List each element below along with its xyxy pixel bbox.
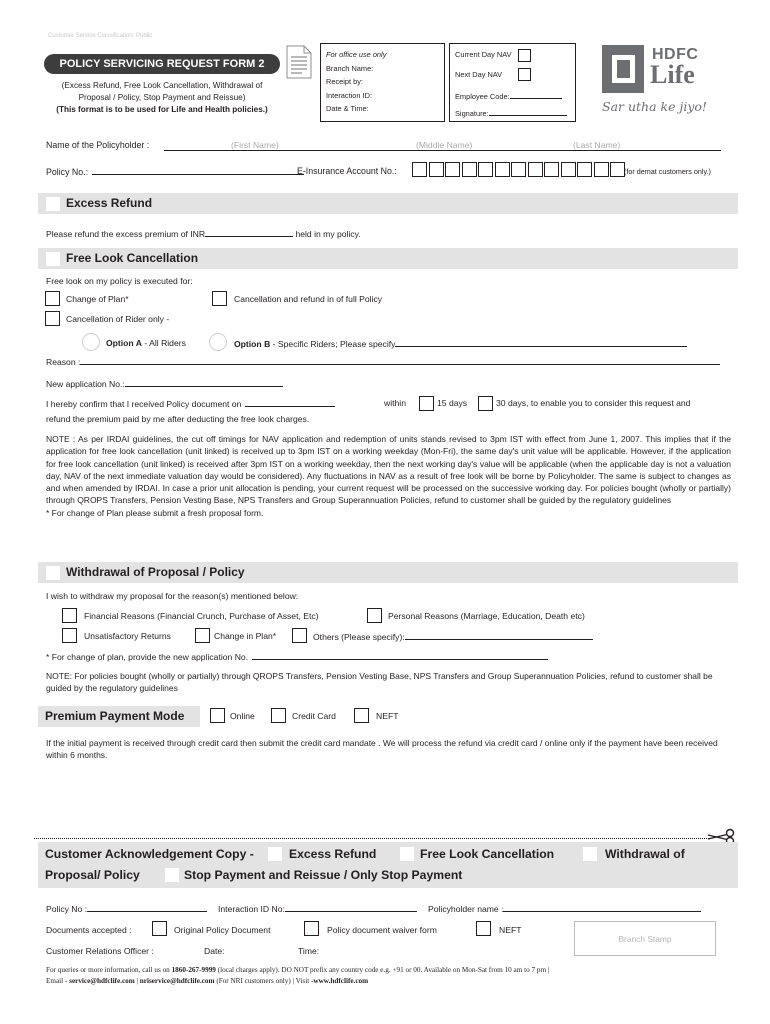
premium-payment-text: If the initial payment is received through credit card then submit the credit card mandate . We will process the refund via credit card / online only if the payment have been received within 6 months. xyxy=(46,738,718,761)
original-policy-checkbox[interactable] xyxy=(152,921,167,936)
hdfc-logo-mark-icon xyxy=(602,45,644,93)
ack-neft-checkbox[interactable] xyxy=(476,921,491,936)
office-use-box xyxy=(320,43,445,122)
policyholder-name-label: Name of the Policyholder : xyxy=(46,140,150,150)
change-plan-note: * For change of plan, provide the new application No. xyxy=(46,652,249,662)
footer-nri-email-link[interactable]: nriservice@hdfclife.com xyxy=(139,976,215,985)
signature-field[interactable] xyxy=(489,107,567,116)
confirm-text-2: refund the premium paid by me after deducting the free look charges. xyxy=(46,414,310,424)
withdrawal-note: NOTE: For policies bought (wholly or partially) through QROPS Transfers, Pension Vesting Base, NPS Transfers and Group Superannuation Policies, refund to customer shall be guided by the regulatory guidelines xyxy=(46,671,713,694)
change-in-plan-checkbox[interactable] xyxy=(195,628,210,643)
others-checkbox[interactable] xyxy=(292,628,307,643)
form-subtitle xyxy=(40,80,284,116)
einsurance-digit-box[interactable] xyxy=(561,162,576,177)
logo-tagline: Sar utha ke jiyo! xyxy=(602,99,707,114)
new-application-label: New application No.: xyxy=(46,379,125,389)
footer-website-link[interactable]: www.hdfclife.com xyxy=(313,976,369,985)
change-in-plan-label: Change in Plan* xyxy=(214,631,277,641)
first-name-hint: (First Name) xyxy=(228,140,282,150)
ack-policyholder-name-field[interactable] xyxy=(503,903,701,912)
specific-riders-field[interactable] xyxy=(395,338,687,347)
original-policy-label: Original Policy Document xyxy=(174,925,271,935)
ack-withdrawal-label: Withdrawal of xyxy=(605,847,685,861)
einsurance-digit-box[interactable] xyxy=(528,162,543,177)
15-days-label: 15 days xyxy=(437,398,468,408)
ack-time-label: Time: xyxy=(298,946,320,956)
premium-payment-band xyxy=(38,706,200,727)
option-a-text: - All Riders xyxy=(141,338,186,348)
einsurance-digit-box[interactable] xyxy=(610,162,625,177)
free-look-band xyxy=(38,248,738,269)
document-icon xyxy=(286,45,312,79)
footer-queries-text-2: (local charges apply). DO NOT prefix any country code e.g. +91 or 00. Available on Mon-Sat from 10 am to 7 pm | xyxy=(217,966,550,974)
footer xyxy=(46,965,736,986)
ack-proposal-policy-label: Proposal/ Policy xyxy=(45,868,140,882)
demat-note: (for demat customers only.) xyxy=(624,167,711,176)
personal-reasons-checkbox[interactable] xyxy=(367,608,382,623)
excess-refund-text-before: Please refund the excess premium of INR xyxy=(46,229,206,239)
unsatisfactory-returns-checkbox[interactable] xyxy=(62,628,77,643)
option-a-label: Option A xyxy=(106,338,142,348)
form-title: POLICY SERVICING REQUEST FORM 2 xyxy=(59,58,265,70)
reason-label: Reason : xyxy=(46,357,81,367)
cancellation-full-checkbox[interactable] xyxy=(212,291,227,306)
ack-interaction-id-field[interactable] xyxy=(285,903,417,912)
signature-label: Signature: xyxy=(455,109,489,118)
branch-stamp-box xyxy=(574,921,716,956)
online-label: Online xyxy=(230,711,255,721)
subtitle-line-2: Proposal / Policy, Stop Payment and Reissue) xyxy=(78,93,246,102)
free-look-note-block xyxy=(46,433,731,519)
personal-reasons-label: Personal Reasons (Marriage, Education, Death etc) xyxy=(388,611,585,621)
einsurance-digit-box[interactable] xyxy=(511,162,526,177)
employee-code-field[interactable] xyxy=(510,90,562,99)
ack-withdrawal-checkbox[interactable] xyxy=(583,847,597,861)
office-receipt-by: Receipt by: xyxy=(326,77,363,86)
ack-interaction-id-label: Interaction ID No: xyxy=(218,904,285,914)
cro-label: Customer Relations Officer : xyxy=(46,946,154,956)
confirm-text-1: I hereby confirm that I received Policy document on xyxy=(46,399,242,409)
office-date-time: Date & Time: xyxy=(326,104,369,113)
excess-refund-checkbox[interactable] xyxy=(46,197,60,211)
unsatisfactory-returns-label: Unsatisfactory Returns xyxy=(84,631,171,641)
einsurance-digit-box[interactable] xyxy=(478,162,493,177)
documents-accepted-label: Documents accepted : xyxy=(46,925,132,935)
footer-queries-text: For queries or more information, call us on xyxy=(46,966,170,974)
new-application-field[interactable] xyxy=(125,378,283,387)
option-b-text: - Specific Riders; Please specify xyxy=(270,339,396,349)
einsurance-digit-box[interactable] xyxy=(544,162,559,177)
excess-refund-title: Excess Refund xyxy=(66,196,153,210)
footer-nri-note: (For NRI customers only) | Visit - xyxy=(216,976,314,985)
neft-label: NEFT xyxy=(376,711,399,721)
policyholder-name-field[interactable] xyxy=(164,150,721,151)
excess-refund-amount-field[interactable] xyxy=(205,228,293,237)
reason-field[interactable] xyxy=(80,356,720,365)
excess-refund-text-after: held in my policy. xyxy=(295,229,361,239)
free-look-checkbox[interactable] xyxy=(46,252,60,266)
branch-stamp-label: Branch Stamp xyxy=(618,934,672,944)
credit-card-checkbox[interactable] xyxy=(271,708,286,723)
free-look-intro: Free look on my policy is executed for: xyxy=(46,276,193,286)
change-of-plan-checkbox[interactable] xyxy=(45,291,60,306)
subtitle-line-3: (This format is to be used for Life and Health policies.) xyxy=(56,105,268,114)
form-title-pill xyxy=(44,54,280,74)
ack-free-look-checkbox[interactable] xyxy=(400,847,414,861)
confirm-within: within xyxy=(384,398,406,408)
ack-stop-payment-checkbox[interactable] xyxy=(165,868,179,882)
others-specify-field[interactable] xyxy=(405,631,593,640)
option-a-radio[interactable] xyxy=(82,333,100,351)
acknowledgement-title: Customer Acknowledgement Copy - xyxy=(45,847,254,861)
ack-policy-no-field[interactable] xyxy=(87,903,207,912)
einsurance-digit-box[interactable] xyxy=(429,162,444,177)
free-look-footnote: * For change of Plan please submit a fresh proposal form. xyxy=(46,507,264,518)
ack-stop-payment-label: Stop Payment and Reissue / Only Stop Payment xyxy=(184,868,463,882)
logo-brand-hdfc: HDFC xyxy=(652,46,699,63)
financial-reasons-checkbox[interactable] xyxy=(62,608,77,623)
footer-email-label: Email - xyxy=(46,976,68,985)
einsurance-digit-box[interactable] xyxy=(412,162,427,177)
top-caption: Customer Service Classification: Public xyxy=(48,33,153,39)
einsurance-digit-box[interactable] xyxy=(495,162,510,177)
30-days-label: 30 days, to enable you to consider this request and xyxy=(496,398,691,408)
withdrawal-checkbox[interactable] xyxy=(46,566,60,580)
ack-free-look-label: Free Look Cancellation xyxy=(420,847,555,861)
footer-separator: | xyxy=(134,976,140,985)
waiver-form-checkbox[interactable] xyxy=(304,921,319,936)
current-day-nav-checkbox[interactable] xyxy=(518,49,531,62)
next-day-nav-checkbox[interactable] xyxy=(518,68,531,81)
einsurance-digit-box[interactable] xyxy=(462,162,477,177)
premium-payment-title: Premium Payment Mode xyxy=(45,709,185,723)
footer-phone: 1860-267-9999 xyxy=(171,966,216,974)
hdfc-life-logo xyxy=(602,45,722,120)
ack-excess-refund-checkbox[interactable] xyxy=(268,847,282,861)
middle-name-hint: (Middle Name) xyxy=(413,140,475,150)
ack-policy-no-label: Policy No : xyxy=(46,904,88,914)
cancellation-rider-label: Cancellation of Rider only - xyxy=(66,314,170,324)
cancellation-rider-checkbox[interactable] xyxy=(45,311,60,326)
logo-brand-life: Life xyxy=(650,60,695,89)
einsurance-digit-box[interactable] xyxy=(445,162,460,177)
policy-received-date-field[interactable] xyxy=(245,398,335,407)
neft-checkbox[interactable] xyxy=(354,708,369,723)
office-branch-name: Branch Name: xyxy=(326,63,374,73)
excess-refund-band xyxy=(38,193,738,214)
cancellation-full-label: Cancellation and refund in of full Policy xyxy=(234,294,383,304)
footer-email-link[interactable]: service@hdfclife.com xyxy=(69,976,135,985)
change-of-plan-label: Change of Plan* xyxy=(66,294,129,304)
subtitle-line-1: (Excess Refund, Free Look Cancellation, Withdrawal of xyxy=(61,81,263,90)
einsurance-digit-box[interactable] xyxy=(577,162,592,177)
ack-neft-label: NEFT xyxy=(499,925,522,935)
ack-date-label: Date: xyxy=(204,946,225,956)
withdrawal-intro: I wish to withdraw my proposal for the reason(s) mentioned below: xyxy=(46,591,299,601)
office-interaction-id: Interaction ID: xyxy=(326,90,373,100)
einsurance-boxes xyxy=(412,162,627,177)
policy-no-label: Policy No.: xyxy=(46,167,89,177)
option-b-label: Option B xyxy=(234,339,271,349)
withdrawal-band xyxy=(38,562,738,583)
new-application-no-field[interactable] xyxy=(252,651,548,660)
einsurance-label: E-Insurance Account No.: xyxy=(297,166,397,176)
waiver-form-label: Policy document waiver form xyxy=(327,925,437,935)
free-look-title: Free Look Cancellation xyxy=(66,251,199,265)
nav-box xyxy=(449,43,576,122)
next-day-nav-label: Next Day NAV xyxy=(455,70,503,79)
office-use-title: For office use only xyxy=(326,50,387,59)
withdrawal-title: Withdrawal of Proposal / Policy xyxy=(66,565,245,579)
cut-line xyxy=(34,838,709,839)
30-days-checkbox[interactable] xyxy=(478,396,493,411)
financial-reasons-label: Financial Reasons (Financial Crunch, Purchase of Asset, Etc) xyxy=(84,611,319,621)
last-name-hint: (Last Name) xyxy=(570,140,623,150)
option-b-radio[interactable] xyxy=(209,333,227,351)
policy-no-field[interactable] xyxy=(92,166,304,175)
ack-policyholder-name-label: Policyholder name : xyxy=(428,904,504,914)
others-label: Others (Please specify): xyxy=(313,632,405,642)
ack-excess-refund-label: Excess Refund xyxy=(289,847,377,861)
15-days-checkbox[interactable] xyxy=(419,396,434,411)
current-day-nav-label: Current Day NAV xyxy=(455,50,512,59)
einsurance-digit-box[interactable] xyxy=(594,162,609,177)
acknowledgement-band xyxy=(38,842,738,888)
free-look-note: NOTE : As per IRDAI guidelines, the cut off timings for NAV application and redemption of units stands revised to 3pm IST with effect from June 1, 2007. This implies that if the application for free look cancellation (unit linked) is received up to 3pm IST on a working weekday (Mon-Fri), the same day's unit value will be applicable. However, if the application for free look cancellation (unit linked) is received after 3pm IST on a working weekday, then the next working day's value will be applicable (when the applicable day is not a valuation day, NAV of the next immediate valuation day would be considered). Any fluctuations in NAV as a result of free look will be borne by Policyholder. The same is subject to changes as and when amended by IRDAI. In case a prior unit allocation is pending, your current request will be processed on the successive working day. For policies bought (wholly or partially) through QROPS Transfers, Pension Vesting Base, NPS Transfers and Group Superannuation Policies, refund to customer shall be guided by the regulatory guidelines xyxy=(46,434,731,506)
online-checkbox[interactable] xyxy=(210,708,225,723)
credit-card-label: Credit Card xyxy=(292,711,336,721)
employee-code-label: Employee Code: xyxy=(455,92,510,101)
